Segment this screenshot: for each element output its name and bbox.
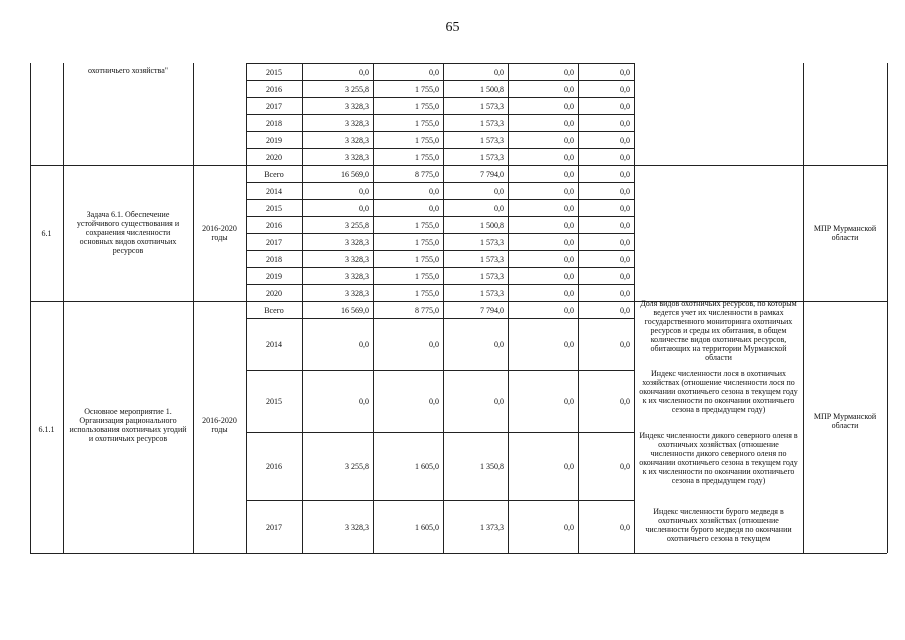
task-row-c1-cell: 8 775,0 bbox=[415, 170, 439, 179]
top-row-c3-cell: 0,0 bbox=[564, 102, 574, 111]
task-row-year-cell: 2020 bbox=[266, 289, 282, 298]
task-row-c4-cell: 0,0 bbox=[620, 170, 630, 179]
task-row-c1-cell: 1 755,0 bbox=[415, 221, 439, 230]
row-rule bbox=[246, 233, 634, 234]
top-row-c4-cell: 0,0 bbox=[620, 136, 630, 145]
event-row-year-cell: 2017 bbox=[266, 523, 282, 532]
top-row-c1-cell: 1 755,0 bbox=[415, 85, 439, 94]
task-row-c4-cell: 0,0 bbox=[620, 289, 630, 298]
task-row-c4-cell: 0,0 bbox=[620, 221, 630, 230]
row-rule bbox=[246, 267, 634, 268]
event-row-total-cell: 3 255,8 bbox=[345, 462, 369, 471]
task-row-total-cell: 3 328,3 bbox=[345, 255, 369, 264]
task-row-c3-cell: 0,0 bbox=[564, 289, 574, 298]
task-row-c1-cell: 1 755,0 bbox=[415, 289, 439, 298]
top-row-c1-cell: 1 755,0 bbox=[415, 136, 439, 145]
top-row-total-cell: 3 328,3 bbox=[345, 102, 369, 111]
event-row-c3-cell: 0,0 bbox=[564, 340, 574, 349]
event-row-c2-cell: 7 794,0 bbox=[480, 306, 504, 315]
column-rule bbox=[803, 63, 804, 553]
task-row-c1-cell: 1 755,0 bbox=[415, 272, 439, 281]
row-rule bbox=[246, 199, 634, 200]
task-row-c3-cell: 0,0 bbox=[564, 272, 574, 281]
top-row-year-cell: 2018 bbox=[266, 119, 282, 128]
top-row-c2-cell: 1 573,3 bbox=[480, 136, 504, 145]
task-name: Задача 6.1. Обеспечение устойчивого существования и сохранения численности основных видов охотничьих ресурсов bbox=[76, 210, 180, 255]
task-row-total-cell: 3 328,3 bbox=[345, 272, 369, 281]
event-row-year-cell: Всего bbox=[264, 306, 284, 315]
column-rule bbox=[443, 63, 444, 553]
top-row-c2-cell: 0,0 bbox=[494, 68, 504, 77]
row-rule bbox=[246, 250, 634, 251]
row-rule bbox=[246, 318, 634, 319]
event-row-total-cell: 3 328,3 bbox=[345, 523, 369, 532]
event-row-c3-cell: 0,0 bbox=[564, 306, 574, 315]
top-row-total-cell: 3 328,3 bbox=[345, 119, 369, 128]
row-rule bbox=[246, 370, 634, 371]
event-row-c4-cell: 0,0 bbox=[620, 523, 630, 532]
column-rule bbox=[578, 63, 579, 553]
indicator-text: Индекс численности бурого медведя в охотничьих хозяйствах (отношение численности бурого медведя по окончании охотничьего сезона в текущем bbox=[645, 507, 792, 543]
event-row-total-cell: 0,0 bbox=[359, 397, 369, 406]
task-row-year-cell: 2018 bbox=[266, 255, 282, 264]
task-row-year-cell: 2014 bbox=[266, 187, 282, 196]
column-rule bbox=[193, 63, 194, 553]
event-row-c3-cell: 0,0 bbox=[564, 397, 574, 406]
indicator-text: Доля видов охотничьих ресурсов, по которым ведется учет их численности в рамках государственного мониторинга охотничьих ресурсов и среды их обитания, в общем количестве видов охотничьих ресурсов, обитающих на территории Мурманской области bbox=[640, 299, 797, 362]
task-row-c2-cell: 1 573,3 bbox=[480, 255, 504, 264]
task-row-c2-cell: 1 573,3 bbox=[480, 289, 504, 298]
task-row-total-cell: 3 328,3 bbox=[345, 238, 369, 247]
event-row-c3-cell: 0,0 bbox=[564, 462, 574, 471]
top-row-c4-cell: 0,0 bbox=[620, 102, 630, 111]
top-row-c1-cell: 1 755,0 bbox=[415, 153, 439, 162]
event-row-year-cell: 2015 bbox=[266, 397, 282, 406]
event-row-year-cell: 2016 bbox=[266, 462, 282, 471]
top-row-c1-cell: 0,0 bbox=[429, 68, 439, 77]
event-number: 6.1.1 bbox=[38, 425, 55, 434]
task-executor: МПР Мурманской области bbox=[813, 224, 877, 242]
row-rule bbox=[246, 432, 634, 433]
task-row-c4-cell: 0,0 bbox=[620, 255, 630, 264]
event-row-c4-cell: 0,0 bbox=[620, 340, 630, 349]
column-rule bbox=[373, 63, 374, 553]
task-row-c1-cell: 1 755,0 bbox=[415, 255, 439, 264]
column-rule bbox=[634, 63, 635, 553]
task-row-c2-cell: 1 573,3 bbox=[480, 272, 504, 281]
top-row-total-cell: 0,0 bbox=[359, 68, 369, 77]
row-rule bbox=[246, 97, 634, 98]
event-row-c3-cell: 0,0 bbox=[564, 523, 574, 532]
row-rule bbox=[246, 148, 634, 149]
page-number: 65 bbox=[445, 20, 460, 35]
item-name-fragment: охотничьего хозяйства" bbox=[87, 66, 169, 75]
task-row-total-cell: 16 569,0 bbox=[341, 170, 369, 179]
event-row-c4-cell: 0,0 bbox=[620, 306, 630, 315]
task-row-c3-cell: 0,0 bbox=[564, 170, 574, 179]
row-rule bbox=[246, 216, 634, 217]
task-period: 2016-2020 годы bbox=[202, 224, 237, 242]
task-number: 6.1 bbox=[41, 229, 52, 238]
task-row-year-cell: 2019 bbox=[266, 272, 282, 281]
top-row-c3-cell: 0,0 bbox=[564, 136, 574, 145]
top-row-c2-cell: 1 573,3 bbox=[480, 153, 504, 162]
task-row-c3-cell: 0,0 bbox=[564, 221, 574, 230]
task-row-c4-cell: 0,0 bbox=[620, 204, 630, 213]
event-row-c4-cell: 0,0 bbox=[620, 462, 630, 471]
task-row-c3-cell: 0,0 bbox=[564, 255, 574, 264]
event-row-total-cell: 16 569,0 bbox=[341, 306, 369, 315]
event-period: 2016-2020 годы bbox=[202, 416, 237, 434]
row-rule bbox=[246, 80, 634, 81]
task-row-year-cell: 2015 bbox=[266, 204, 282, 213]
task-row-c2-cell: 1 500,8 bbox=[480, 221, 504, 230]
task-row-year-cell: Всего bbox=[264, 170, 284, 179]
top-row-c2-cell: 1 500,8 bbox=[480, 85, 504, 94]
task-row-c3-cell: 0,0 bbox=[564, 238, 574, 247]
task-row-c2-cell: 1 573,3 bbox=[480, 238, 504, 247]
event-row-c1-cell: 1 605,0 bbox=[415, 462, 439, 471]
top-row-total-cell: 3 328,3 bbox=[345, 136, 369, 145]
event-row-c4-cell: 0,0 bbox=[620, 397, 630, 406]
top-row-total-cell: 3 255,8 bbox=[345, 85, 369, 94]
column-rule bbox=[887, 63, 888, 553]
top-row-c3-cell: 0,0 bbox=[564, 119, 574, 128]
column-rule bbox=[302, 63, 303, 553]
event-row-c2-cell: 0,0 bbox=[494, 397, 504, 406]
event-row-c1-cell: 0,0 bbox=[429, 340, 439, 349]
task-row-c3-cell: 0,0 bbox=[564, 187, 574, 196]
top-row-c1-cell: 1 755,0 bbox=[415, 102, 439, 111]
row-rule bbox=[246, 114, 634, 115]
top-row-c4-cell: 0,0 bbox=[620, 153, 630, 162]
top-row-c4-cell: 0,0 bbox=[620, 68, 630, 77]
top-row-c2-cell: 1 573,3 bbox=[480, 102, 504, 111]
task-row-c2-cell: 0,0 bbox=[494, 187, 504, 196]
top-row-c1-cell: 1 755,0 bbox=[415, 119, 439, 128]
top-row-c4-cell: 0,0 bbox=[620, 85, 630, 94]
task-row-c1-cell: 0,0 bbox=[429, 204, 439, 213]
event-row-c1-cell: 1 605,0 bbox=[415, 523, 439, 532]
event-row-c1-cell: 8 775,0 bbox=[415, 306, 439, 315]
top-row-c3-cell: 0,0 bbox=[564, 153, 574, 162]
task-row-c2-cell: 7 794,0 bbox=[480, 170, 504, 179]
event-row-c2-cell: 1 350,8 bbox=[480, 462, 504, 471]
column-rule bbox=[63, 63, 64, 553]
event-row-total-cell: 0,0 bbox=[359, 340, 369, 349]
task-row-c2-cell: 0,0 bbox=[494, 204, 504, 213]
task-row-total-cell: 3 255,8 bbox=[345, 221, 369, 230]
task-row-total-cell: 0,0 bbox=[359, 187, 369, 196]
top-row-total-cell: 3 328,3 bbox=[345, 153, 369, 162]
task-row-c4-cell: 0,0 bbox=[620, 187, 630, 196]
task-row-year-cell: 2016 bbox=[266, 221, 282, 230]
task-row-c3-cell: 0,0 bbox=[564, 204, 574, 213]
task-row-total-cell: 3 328,3 bbox=[345, 289, 369, 298]
event-name: Основное мероприятие 1. Организация рационального использования охотничьих угодий и охотничьих ресурсов bbox=[69, 407, 187, 443]
top-row-year-cell: 2020 bbox=[266, 153, 282, 162]
event-row-c1-cell: 0,0 bbox=[429, 397, 439, 406]
column-rule bbox=[508, 63, 509, 553]
row-rule bbox=[30, 553, 887, 554]
event-executor: МПР Мурманской области bbox=[813, 412, 877, 430]
column-rule bbox=[30, 63, 31, 553]
top-row-c3-cell: 0,0 bbox=[564, 68, 574, 77]
row-rule bbox=[246, 284, 634, 285]
task-row-year-cell: 2017 bbox=[266, 238, 282, 247]
task-row-total-cell: 0,0 bbox=[359, 204, 369, 213]
indicator-text: Индекс численности дикого северного оленя в охотничьих хозяйствах (отношение численности дикого северного оленя по окончании охотничьего сезона в текущем году к их численности по окончании охотничьего сезона в предыдущем году) bbox=[639, 431, 798, 485]
top-row-year-cell: 2019 bbox=[266, 136, 282, 145]
row-rule bbox=[246, 63, 634, 64]
task-row-c1-cell: 1 755,0 bbox=[415, 238, 439, 247]
row-rule bbox=[246, 182, 634, 183]
top-row-c4-cell: 0,0 bbox=[620, 119, 630, 128]
row-rule bbox=[246, 500, 634, 501]
task-row-c4-cell: 0,0 bbox=[620, 238, 630, 247]
task-row-c4-cell: 0,0 bbox=[620, 272, 630, 281]
row-rule bbox=[246, 131, 634, 132]
top-row-c3-cell: 0,0 bbox=[564, 85, 574, 94]
event-row-c2-cell: 0,0 bbox=[494, 340, 504, 349]
row-rule bbox=[30, 165, 887, 166]
top-row-year-cell: 2015 bbox=[266, 68, 282, 77]
top-row-c2-cell: 1 573,3 bbox=[480, 119, 504, 128]
top-row-year-cell: 2016 bbox=[266, 85, 282, 94]
event-row-c2-cell: 1 373,3 bbox=[480, 523, 504, 532]
event-row-year-cell: 2014 bbox=[266, 340, 282, 349]
task-row-c1-cell: 0,0 bbox=[429, 187, 439, 196]
top-row-year-cell: 2017 bbox=[266, 102, 282, 111]
indicator-text: Индекс численности лося в охотничьих хозяйствах (отношение численности лося по окончании охотничьего сезона в текущем году к их численности по окончании охотничьего сезона в предыдущем году) bbox=[639, 369, 798, 414]
